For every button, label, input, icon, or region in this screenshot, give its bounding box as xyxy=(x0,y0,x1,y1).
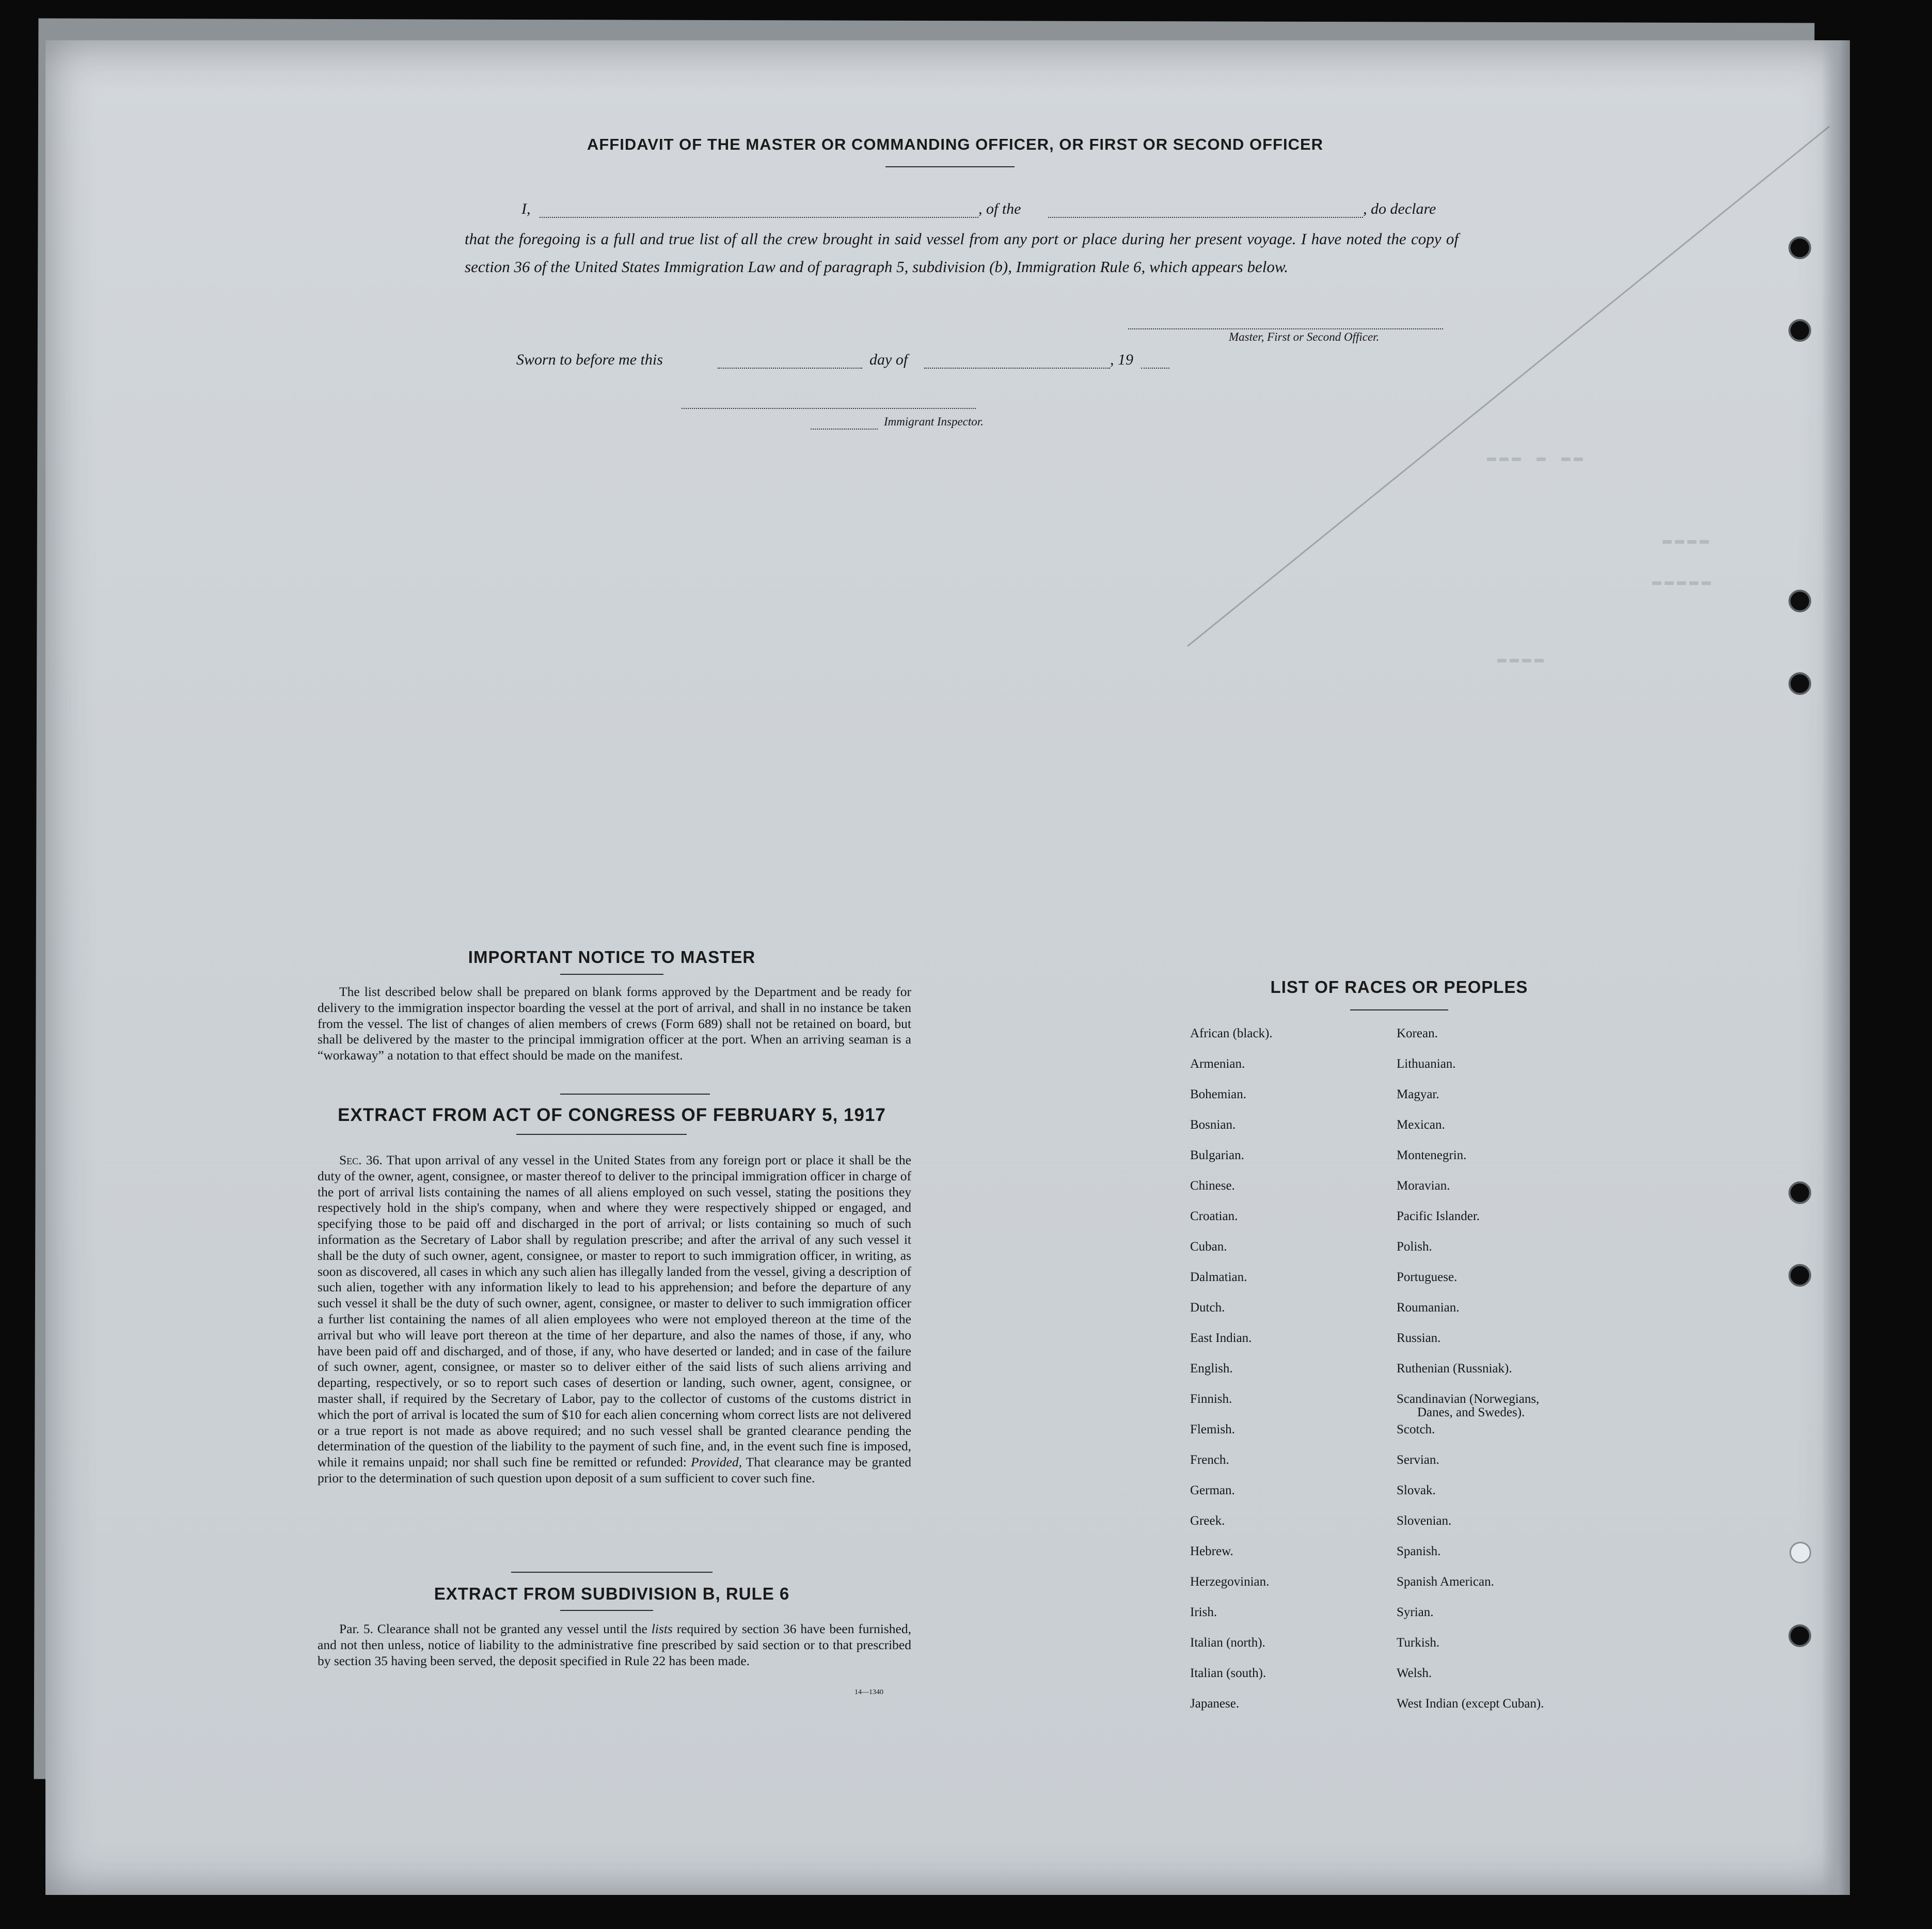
race-item: Japanese. xyxy=(1190,1697,1240,1711)
race-item-continuation: Danes, and Swedes). xyxy=(1417,1405,1525,1419)
race-item: Cuban. xyxy=(1190,1240,1227,1254)
binder-hole xyxy=(1788,672,1811,695)
race-item: Flemish. xyxy=(1190,1422,1235,1436)
sworn-day-field[interactable] xyxy=(718,356,862,369)
race-item: Roumanian. xyxy=(1397,1301,1460,1315)
master-signature-field[interactable] xyxy=(1128,317,1443,329)
inspector-label: Immigrant Inspector. xyxy=(884,415,984,428)
sworn-year-field[interactable] xyxy=(1141,356,1169,369)
binder-hole xyxy=(1788,1624,1811,1647)
race-item: Chinese. xyxy=(1190,1179,1235,1193)
position-field[interactable] xyxy=(1048,205,1363,218)
master-signature-label: Master, First or Second Officer. xyxy=(1229,330,1380,343)
binder-hole xyxy=(1788,1181,1811,1204)
race-item: Armenian. xyxy=(1190,1057,1245,1071)
race-item: English. xyxy=(1190,1362,1233,1375)
act-extract-title: EXTRACT FROM ACT OF CONGRESS OF FEBRUARY 5, 1917 xyxy=(338,1105,886,1125)
page-edge xyxy=(1822,40,1850,1895)
race-item: Slovenian. xyxy=(1397,1514,1452,1528)
inspector-signature-field-short[interactable] xyxy=(811,417,878,430)
rule-extract-title: EXTRACT FROM SUBDIVISION B, RULE 6 xyxy=(434,1584,790,1603)
affidavit-title: AFFIDAVIT OF THE MASTER OR COMMANDING OFFICER, OR FIRST OR SECOND OFFICER xyxy=(587,135,1324,153)
race-item: Bohemian. xyxy=(1190,1087,1247,1101)
binder-hole xyxy=(1788,236,1811,259)
notice-text: The list described below shall be prepared on blank forms approved by the Department and be ready for delivery to the immigration inspector boarding the vessel at the port of arrival, and shall in no instance be taken from the vessel. The list of changes of alien members of crews (Form 689) shall not be retained on board, but shall be delivered by the master to the principal immigration officer at the port. When an arriving seaman is a “workaway” a notation to that effect should be made on the manifest. xyxy=(318,984,911,1063)
rule-rule xyxy=(560,1610,653,1611)
bleed-through-text: ▬▬▬▬ xyxy=(1662,532,1713,549)
binder-hole xyxy=(1788,590,1811,612)
race-item: Finnish. xyxy=(1190,1392,1232,1406)
race-item: Bosnian. xyxy=(1190,1118,1236,1132)
race-item: Croatian. xyxy=(1190,1209,1238,1223)
notice-rule xyxy=(560,974,663,975)
bleed-through-text: ▬▬▬ ▬ ▬▬ xyxy=(1487,449,1587,467)
race-item: Pacific Islander. xyxy=(1397,1209,1480,1223)
form-page xyxy=(45,40,1850,1895)
notice-divider xyxy=(560,1094,710,1095)
race-item: Servian. xyxy=(1397,1453,1439,1467)
race-item: Portuguese. xyxy=(1397,1270,1458,1284)
race-item: East Indian. xyxy=(1190,1331,1252,1345)
section-label: Sec. 36. xyxy=(339,1152,383,1167)
name-field[interactable] xyxy=(540,205,978,218)
sworn-month-field[interactable] xyxy=(924,356,1110,369)
race-item: Lithuanian. xyxy=(1397,1057,1456,1071)
notice-title: IMPORTANT NOTICE TO MASTER xyxy=(468,947,756,967)
act-extract-text: Sec. 36. That upon arrival of any vessel in the United States from any foreign port or place it shall be the duty of the owner, agent, consignee, or master thereof to deliver to the principal immigration officer in charge of the port of arrival lists containing the names of all aliens employed on such vessel, stating the positions they respectively hold in the ship's company, when and where they were respectively shipped or engaged, and specifying those to be paid off and discharged in the port of arrival; or lists containing so much of such information as the Secretary of Labor shall by regulation prescribe; and after the arrival of any such vessel it shall be the duty of such owner, agent, consignee, or master to report to such immigration officer, in writing, as soon as discovered, all cases in which any such alien has illegally landed from the vessel, giving a description of such alien, together with any information likely to lead to his apprehension; and before the departure of any such vessel it shall be the duty of such owner, agent, consignee, or master to deliver to such immigration officer a further list containing the names of all alien employees who were not employed thereon at the time of the arrival but who will leave port thereon at the time of her departure, and also the names of those, if any, who have been paid off and discharged, and of those, if any, who have deserted or landed; and in case of the failure of such owner, agent, consignee, or master so to deliver either of the said lists of such aliens arriving and departing, respectively, or so to report such cases of desertion or landing, such owner, agent, consignee, or master shall, if required by the Secretary of Labor, pay to the collector of customs of the customs district in which the port of arrival is located the sum of $10 for each alien concerning whom correct lists are not delivered or a true report is not made as above required; and no such vessel shall be granted clearance pending the determination of the question of the liability to the payment of such fine, and, in the event such fine is imposed, while it remains unpaid; nor shall such fine be remitted or refunded: Provided, That clearance may be granted prior to the determination of such question upon deposit of a sum sufficient to cover such fine. xyxy=(318,1152,911,1485)
rule-extract-text: Par. 5. Clearance shall not be granted any vessel until the lists required by section 36 have been furnished, and not then unless, notice of liability to the administrative fine prescribed by said section or to that prescribed by section 35 having been served, the deposit specified in Rule 22 has been made. xyxy=(318,1621,911,1668)
sworn-label: Sworn to before me this xyxy=(516,351,663,368)
race-item: Italian (south). xyxy=(1190,1666,1266,1680)
race-item: Welsh. xyxy=(1397,1666,1432,1680)
race-item: Dutch. xyxy=(1190,1301,1225,1315)
race-item: Scandinavian (Norwegians, xyxy=(1397,1392,1540,1406)
race-item: Polish. xyxy=(1397,1240,1432,1254)
race-item: Russian. xyxy=(1397,1331,1441,1345)
race-item: Hebrew. xyxy=(1190,1544,1233,1558)
race-item: Spanish American. xyxy=(1397,1575,1494,1589)
race-item: Korean. xyxy=(1397,1026,1438,1040)
races-title: LIST OF RACES OR PEOPLES xyxy=(1270,977,1528,997)
race-item: Herzegovinian. xyxy=(1190,1575,1270,1589)
race-item: Spanish. xyxy=(1397,1544,1441,1558)
affidavit-i: I, xyxy=(521,200,531,217)
race-item: Bulgarian. xyxy=(1190,1148,1244,1162)
form-number: 14—1340 xyxy=(854,1688,883,1696)
race-item: Syrian. xyxy=(1397,1605,1434,1619)
race-item: Montenegrin. xyxy=(1397,1148,1467,1162)
race-item: Turkish. xyxy=(1397,1636,1440,1650)
act-rule xyxy=(516,1134,687,1135)
act-divider xyxy=(511,1572,712,1573)
day-of-label: day of xyxy=(869,351,908,368)
affidavit-of-the: , of the xyxy=(978,200,1021,217)
race-item: German. xyxy=(1190,1483,1235,1497)
race-item: African (black). xyxy=(1190,1026,1273,1040)
race-item: Magyar. xyxy=(1397,1087,1439,1101)
binder-hole xyxy=(1790,1542,1811,1563)
bleed-through-text: ▬▬▬▬▬ xyxy=(1652,573,1715,591)
binder-hole xyxy=(1788,319,1811,342)
title-rule xyxy=(885,166,1015,167)
race-item: Mexican. xyxy=(1397,1118,1445,1132)
race-item: Greek. xyxy=(1190,1514,1225,1528)
race-item: Ruthenian (Russniak). xyxy=(1397,1362,1512,1375)
race-item: West Indian (except Cuban). xyxy=(1397,1697,1544,1711)
race-item: Slovak. xyxy=(1397,1483,1436,1497)
race-item: Scotch. xyxy=(1397,1422,1435,1436)
race-item: Moravian. xyxy=(1397,1179,1450,1193)
year-label: , 19 xyxy=(1110,351,1133,368)
binder-hole xyxy=(1788,1264,1811,1287)
inspector-signature-field[interactable] xyxy=(682,397,976,409)
race-item: Italian (north). xyxy=(1190,1636,1265,1650)
race-item: French. xyxy=(1190,1453,1229,1467)
race-item: Dalmatian. xyxy=(1190,1270,1247,1284)
race-item: Irish. xyxy=(1190,1605,1217,1619)
affidavit-declare: , do declare xyxy=(1363,200,1436,217)
affidavit-body: that the foregoing is a full and true list of all the crew brought in said vessel from any port or place during her present voyage. I have noted the copy of section 36 of the United States Immigration Law and of paragraph 5, subdivision (b), Immigration Rule 6, which appears below. xyxy=(465,230,1459,276)
bleed-through-text: ▬▬▬▬ xyxy=(1497,651,1547,668)
races-rule xyxy=(1350,1009,1448,1010)
